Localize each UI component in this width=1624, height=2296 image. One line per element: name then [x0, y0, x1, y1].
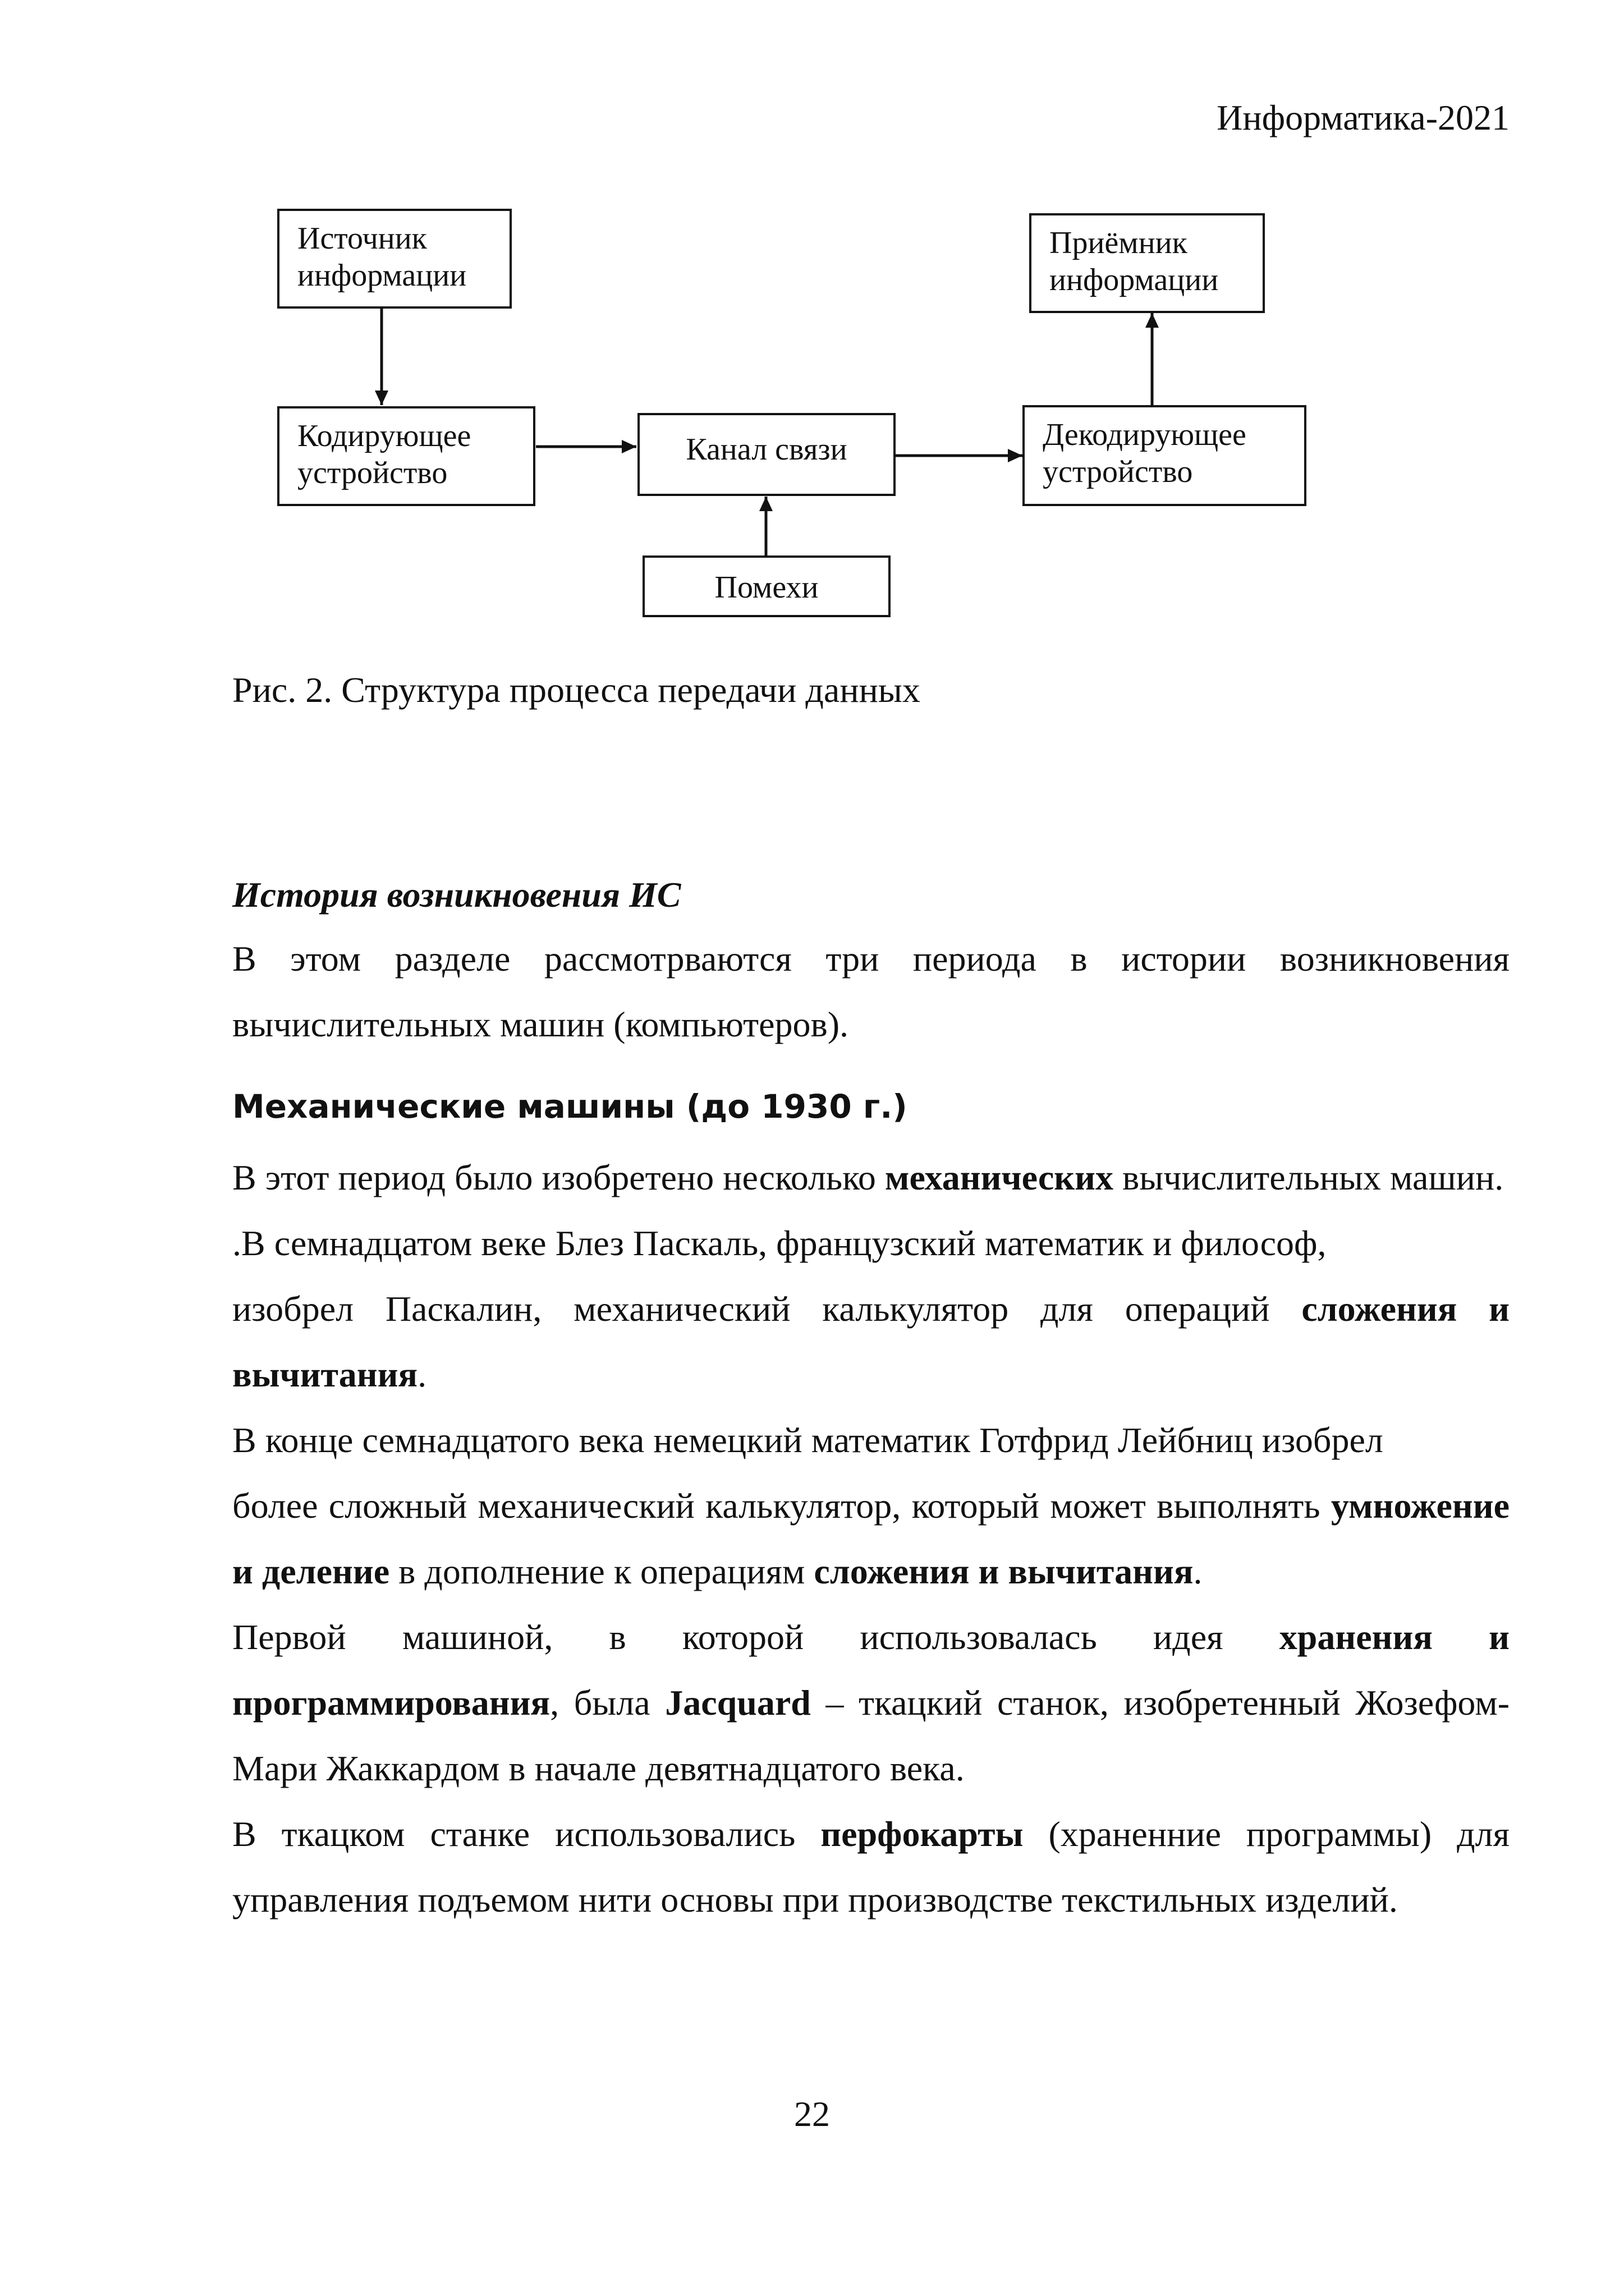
bold-term: механических [884, 1158, 1113, 1197]
text-run: вычислительных машин. [1113, 1158, 1504, 1197]
paragraph-2-first-line: .В семнадцатом веке Блез Паскаль, французский математик и философ, [232, 1223, 1327, 1263]
node-information-receiver [1029, 213, 1265, 313]
bold-term: хранения и программирования [232, 1617, 1510, 1723]
bold-term: умножение и деление [232, 1486, 1510, 1591]
node-label-line: информации [297, 258, 467, 293]
figure-caption: Рис. 2. Структура процесса передачи данных [232, 670, 920, 710]
text-run: (храненние программы) для управления подъемом нити основы при производстве текстильных изделий. [232, 1814, 1510, 1920]
paragraph-4 [232, 1604, 1510, 1801]
text-run: Первой машиной, в которой использовалась идея [232, 1617, 1279, 1657]
node-label-line: Приёмник [1049, 226, 1187, 260]
node-encoder [277, 406, 535, 506]
paragraph-5 [232, 1801, 1510, 1932]
paragraph-3 [232, 1473, 1510, 1604]
node-label-line: Кодирующее [297, 419, 471, 453]
node-label: Помехи [714, 570, 819, 605]
main-text [232, 864, 1510, 1932]
page-number: 22 [794, 2094, 830, 2134]
text-run: изобрел Паскалин, механический калькулятор для операций [232, 1289, 1302, 1329]
text-run: . [418, 1354, 427, 1394]
bold-term: сложения и вычитания [232, 1289, 1510, 1394]
node-label-line: Источник [297, 221, 427, 256]
node-label-line: устройство [1043, 454, 1193, 489]
paragraph-1 [232, 1145, 1510, 1210]
section-title: История возникновения ИС [232, 875, 681, 915]
text-run: более сложный механический калькулятор, который может выполнять [232, 1486, 1331, 1526]
node-label-line: устройство [297, 456, 448, 490]
paragraph-3-first-line: В конце семнадцатого века немецкий математик Готфрид Лейбниц изобрел [232, 1420, 1383, 1460]
bold-term: сложения и вычитания [814, 1551, 1194, 1591]
node-communication-channel [637, 413, 896, 496]
node-label-line: Декодирующее [1043, 417, 1246, 452]
node-label: Канал связи [686, 432, 847, 467]
text-run: В ткацком станке использовались [232, 1814, 821, 1854]
diagram-arrows [0, 0, 1624, 645]
bold-term: Jacquard [665, 1683, 811, 1723]
text-run: – ткацкий станок, изобретенный Жозефом-Мари Жаккардом в начале девятнадцатого века. [232, 1683, 1510, 1788]
subheading: Механические машины (до 1930 г.) [232, 1087, 907, 1126]
node-information-source [277, 209, 512, 309]
intro-paragraph: В этом разделе рассмотрваются три периода в истории возникновения вычислительных машин (компьютеров). [232, 939, 1510, 1044]
text-run: , была [550, 1683, 666, 1723]
node-decoder [1022, 405, 1306, 506]
text-run: . [1193, 1551, 1203, 1591]
node-noise [643, 555, 891, 617]
paragraph-2 [232, 1276, 1510, 1407]
data-transmission-diagram [0, 0, 1624, 645]
bold-term: перфокарты [820, 1814, 1024, 1854]
text-run: в дополнение к операциям [389, 1551, 814, 1591]
running-header: Информатика-2021 [1217, 98, 1510, 137]
node-label-line: информации [1049, 263, 1219, 297]
text-run: В этот период было изобретено несколько [232, 1158, 885, 1197]
